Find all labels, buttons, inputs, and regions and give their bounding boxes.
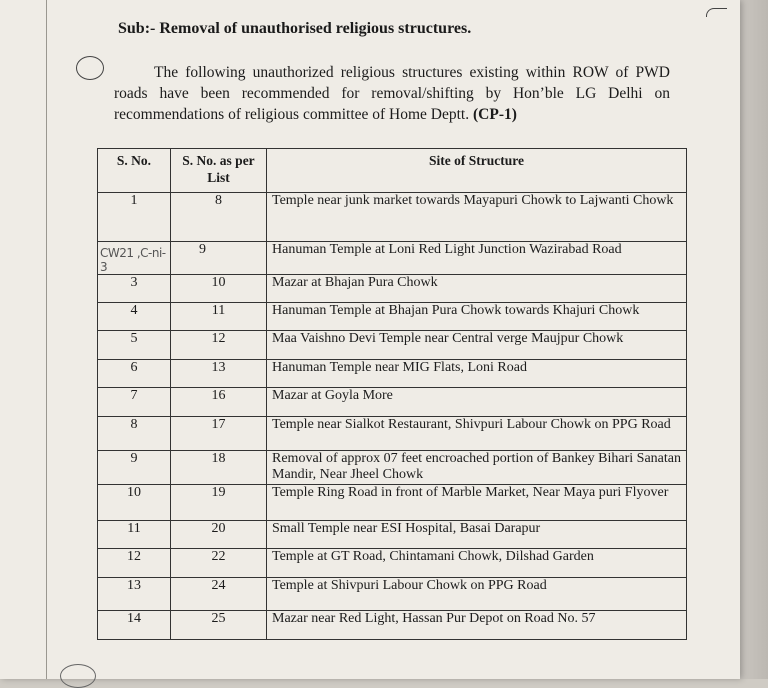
cell-sno: 6 bbox=[98, 360, 171, 388]
cell-sno-list: 12 bbox=[171, 331, 267, 360]
subject-line: Sub:- Removal of unauthorised religious structures. bbox=[118, 20, 472, 37]
handwritten-circle-mark bbox=[76, 56, 104, 80]
table-row bbox=[98, 242, 687, 275]
table-row bbox=[98, 578, 687, 611]
cell-site: Small Temple near ESI Hospital, Basai Darapur bbox=[267, 521, 687, 549]
pen-mark bbox=[706, 8, 727, 17]
cell-sno: 5 bbox=[98, 331, 171, 360]
table-row bbox=[98, 485, 687, 521]
cell-site: Temple Ring Road in front of Marble Market, Near Maya puri Flyover bbox=[267, 485, 687, 521]
cell-site: Mazar at Bhajan Pura Chowk bbox=[267, 275, 687, 303]
cell-sno-list: 13 bbox=[171, 360, 267, 388]
table-header-row bbox=[98, 149, 687, 193]
cell-site: Hanuman Temple near MIG Flats, Loni Road bbox=[267, 360, 687, 388]
margin-line bbox=[46, 0, 47, 679]
cell-sno-list: 11 bbox=[171, 303, 267, 331]
cell-sno: 11 bbox=[98, 521, 171, 549]
cell-site: Temple near junk market towards Mayapuri Chowk to Lajwanti Chowk bbox=[267, 193, 687, 242]
cell-sno: CW21 ,C-ni-3 bbox=[98, 242, 171, 275]
cell-sno: 13 bbox=[98, 578, 171, 611]
cell-site: Hanuman Temple at Bhajan Pura Chowk towards Khajuri Chowk bbox=[267, 303, 687, 331]
cell-sno-list: 25 bbox=[171, 611, 267, 640]
intro-reference: (CP-1) bbox=[473, 106, 517, 123]
cell-sno-list: 24 bbox=[171, 578, 267, 611]
structures-table bbox=[97, 148, 687, 640]
cell-sno-list: 20 bbox=[171, 521, 267, 549]
header-site: Site of Structure bbox=[267, 149, 687, 193]
header-sno-list: S. No. as per List bbox=[171, 149, 267, 193]
handwritten-circle-mark bbox=[60, 664, 96, 688]
table-row bbox=[98, 331, 687, 360]
table-row bbox=[98, 611, 687, 640]
cell-sno: 14 bbox=[98, 611, 171, 640]
cell-sno: 9 bbox=[98, 451, 171, 485]
cell-sno-list: 16 bbox=[171, 388, 267, 417]
table-row bbox=[98, 549, 687, 578]
cell-sno: 1 bbox=[98, 193, 171, 242]
table-row bbox=[98, 360, 687, 388]
header-sno: S. No. bbox=[98, 149, 171, 193]
cell-site: Removal of approx 07 feet encroached portion of Bankey Bihari Sanatan Mandir, Near Jheel Chowk bbox=[267, 451, 687, 485]
table-row bbox=[98, 388, 687, 417]
cell-sno-list: 19 bbox=[171, 485, 267, 521]
cell-sno-list: 10 bbox=[171, 275, 267, 303]
table-row bbox=[98, 521, 687, 549]
cell-site: Mazar near Red Light, Hassan Pur Depot on Road No. 57 bbox=[267, 611, 687, 640]
cell-sno: 3 bbox=[98, 275, 171, 303]
cell-sno-list: 9 bbox=[171, 242, 267, 275]
table-row bbox=[98, 451, 687, 485]
cell-sno: 4 bbox=[98, 303, 171, 331]
table-row bbox=[98, 417, 687, 451]
cell-sno: 10 bbox=[98, 485, 171, 521]
cell-sno-list: 18 bbox=[171, 451, 267, 485]
cell-site: Maa Vaishno Devi Temple near Central verge Maujpur Chowk bbox=[267, 331, 687, 360]
table-row bbox=[98, 275, 687, 303]
cell-site: Hanuman Temple at Loni Red Light Junction Wazirabad Road bbox=[267, 242, 687, 275]
cell-sno: 8 bbox=[98, 417, 171, 451]
cell-site: Temple at Shivpuri Labour Chowk on PPG Road bbox=[267, 578, 687, 611]
cell-sno-list: 17 bbox=[171, 417, 267, 451]
intro-text: The following unauthorized religious structures existing within ROW of PWD roads have been recommended for removal/shifting by Hon’ble LG Delhi on recommendations of religious committee of Home Deptt. bbox=[114, 64, 670, 123]
cell-sno-list: 8 bbox=[171, 193, 267, 242]
intro-paragraph bbox=[114, 62, 670, 125]
table-row bbox=[98, 193, 687, 242]
table-row bbox=[98, 303, 687, 331]
cell-sno: 7 bbox=[98, 388, 171, 417]
cell-sno-list: 22 bbox=[171, 549, 267, 578]
cell-site: Temple at GT Road, Chintamani Chowk, Dilshad Garden bbox=[267, 549, 687, 578]
cell-site: Temple near Sialkot Restaurant, Shivpuri Labour Chowk on PPG Road bbox=[267, 417, 687, 451]
cell-site: Mazar at Goyla More bbox=[267, 388, 687, 417]
cell-sno: 12 bbox=[98, 549, 171, 578]
